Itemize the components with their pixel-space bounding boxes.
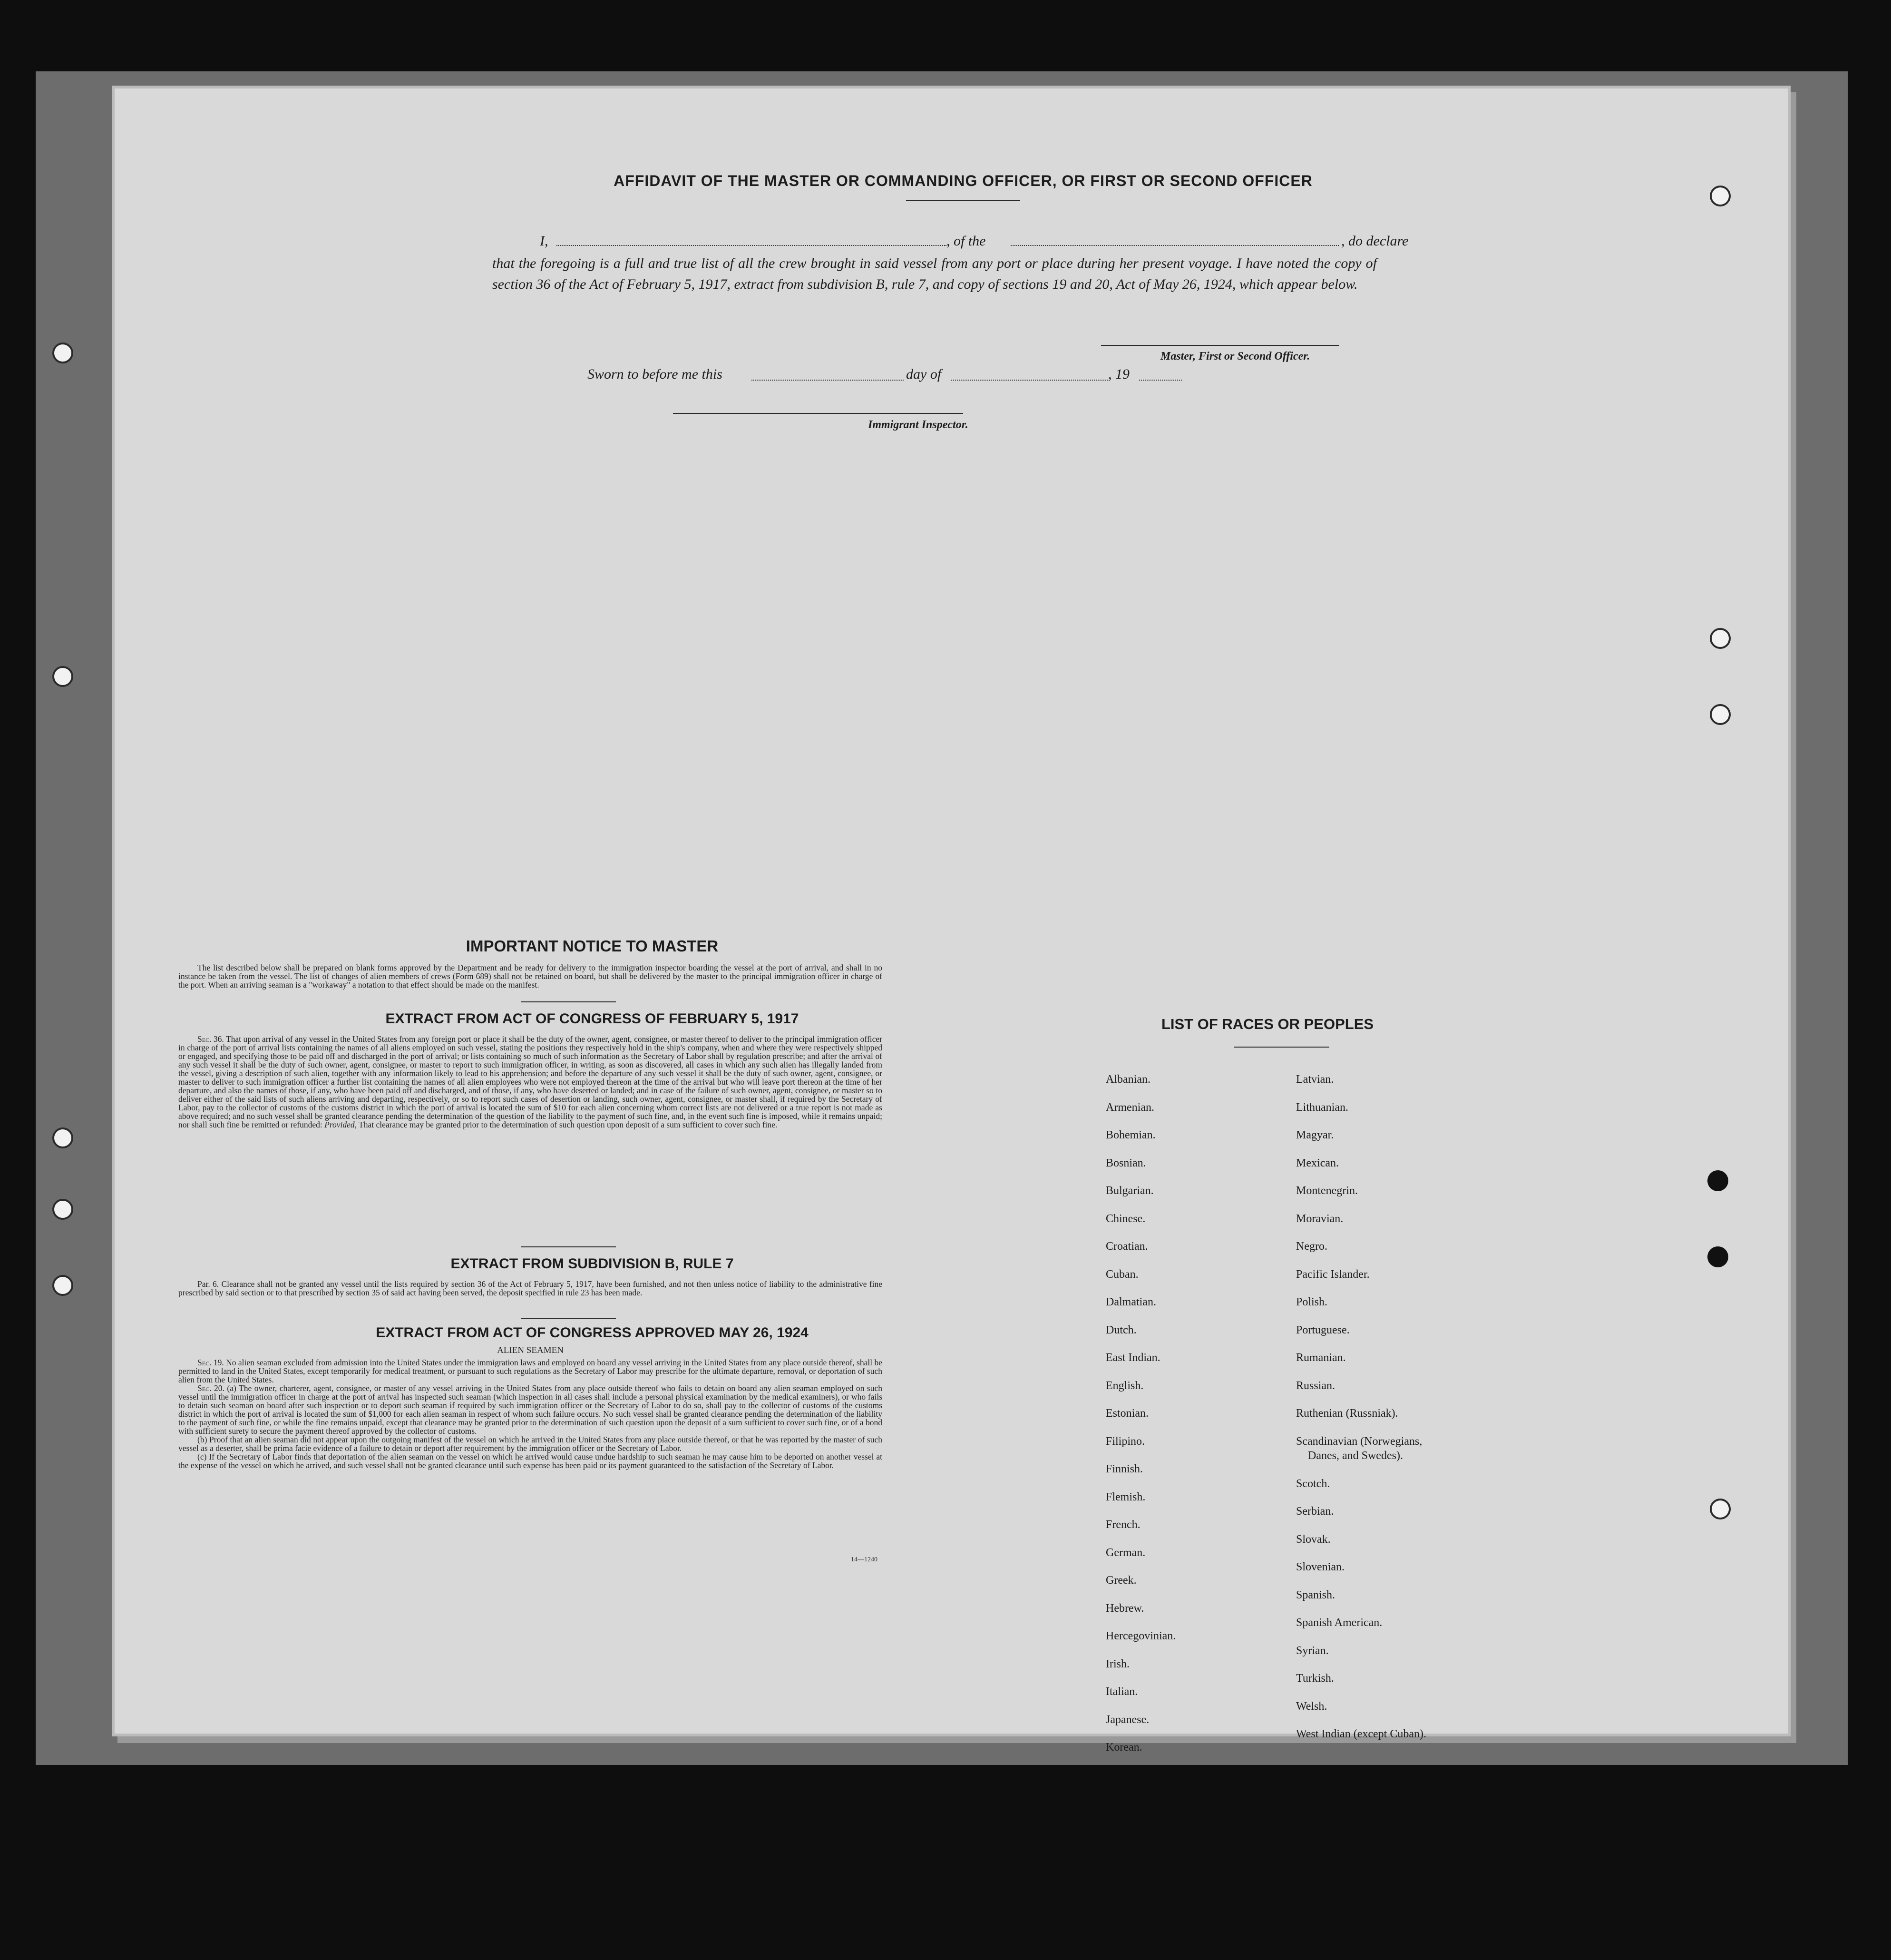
sworn-month-field[interactable] bbox=[951, 380, 1108, 381]
race-item: Polish. bbox=[1296, 1296, 1328, 1308]
year-label: , 19 bbox=[1108, 366, 1130, 382]
notice-text bbox=[178, 963, 882, 989]
extract-1917-text bbox=[178, 1035, 882, 1129]
race-item: Cuban. bbox=[1106, 1268, 1139, 1281]
race-item: Dalmatian. bbox=[1106, 1296, 1156, 1308]
race-item: Scotch. bbox=[1296, 1477, 1330, 1490]
form-number: 14—1240 bbox=[851, 1556, 877, 1563]
race-item: Latvian. bbox=[1296, 1073, 1334, 1086]
inspector-signature-line[interactable] bbox=[673, 413, 963, 414]
master-caption: Master, First or Second Officer. bbox=[1160, 350, 1310, 363]
race-item: Montenegrin. bbox=[1296, 1185, 1358, 1197]
declare-label: , do declare bbox=[1341, 233, 1409, 249]
affidavit-text: that the foregoing is a full and true list of all the crew brought in said vessel from any port or place during her present voyage. I have noted the copy of section 36 of the Act of February 5, 1917, extract from subdivision B, rule 7, and copy of sections 19 and 20, Act of May 26, 1924, which appear below. bbox=[492, 255, 1377, 292]
section-19-text: No alien seaman excluded from admission into the United States under the immigration laws and employed on board any vessel arriving in the United States from any place outside thereof, shall be permitted to land in the United States, except temporarily for medical treatment, or pursuant to such regulations as the Secretary of Labor may prescribe for the ultimate departure, removal, or deportation of such alien from the United States. bbox=[178, 1358, 882, 1384]
race-item: French. bbox=[1106, 1519, 1140, 1531]
race-item: Hebrew. bbox=[1106, 1602, 1144, 1615]
notice-title: IMPORTANT NOTICE TO MASTER bbox=[466, 937, 719, 955]
section-20b-text: (b) Proof that an alien seaman did not appear upon the outgoing manifest of the vessel on which he arrived in the United States from any place outside thereof, or that he was reported by the master of such vessel as a deserter, shall be prima facie evidence of a failure to detain or deport after requirement by the immigration officer or the Secretary of Labor. bbox=[178, 1435, 882, 1453]
divider bbox=[521, 1318, 616, 1319]
race-item: English. bbox=[1106, 1379, 1144, 1392]
race-item: East Indian. bbox=[1106, 1352, 1160, 1364]
race-item: Syrian. bbox=[1296, 1644, 1329, 1657]
manifest-sheet bbox=[112, 86, 1791, 1754]
race-item: Bohemian. bbox=[1106, 1129, 1156, 1141]
race-item: Rumanian. bbox=[1296, 1352, 1346, 1364]
punch-hole bbox=[52, 666, 73, 687]
divider bbox=[521, 1001, 616, 1002]
rule7-title: EXTRACT FROM SUBDIVISION B, RULE 7 bbox=[450, 1256, 734, 1272]
section-20a-text: (a) The owner, charterer, agent, consignee, or master of any vessel arriving in the United States from any place outside thereof who fails to detain on board any alien seaman employed on such vessel until the immigration officer in charge at the port of arrival has inspected such seaman (which inspection in all cases shall include a personal physical examination by the medical examiners), or who fails to detain such seaman on board after such inspection or to deport such seaman if required by such immigration officer or the Secretary of Labor to do so, shall pay to the collector of customs of the customs district in which the port of arrival is located the sum of $1,000 for each alien seaman in respect of whom such failure occurs. No such vessel shall be granted clearance pending the determination of the liability to the payment of such fine, or while the fine remains unpaid, except that clearance may be granted prior to the determination of such question upon the deposit of a sum sufficient to cover such fine, or of a bond with sufficient surety to secure the payment thereof approved by the collector of customs. bbox=[178, 1383, 882, 1436]
punch-hole bbox=[1710, 186, 1731, 206]
race-item: Korean. bbox=[1106, 1741, 1142, 1754]
sworn-day-field[interactable] bbox=[751, 380, 904, 381]
races-title: LIST OF RACES OR PEOPLES bbox=[1161, 1016, 1374, 1032]
race-item: Scandinavian (Norwegians, bbox=[1296, 1435, 1423, 1448]
race-item: Bulgarian. bbox=[1106, 1185, 1154, 1197]
race-item: Greek. bbox=[1106, 1574, 1137, 1587]
race-item: Portuguese. bbox=[1296, 1323, 1350, 1336]
race-item: Magyar. bbox=[1296, 1129, 1334, 1141]
punch-hole bbox=[1710, 704, 1731, 725]
proviso-text: That clearance may be granted prior to the determination of such question upon deposit of a sum sufficient to cover such fine. bbox=[359, 1120, 778, 1129]
race-item: Welsh. bbox=[1296, 1700, 1327, 1713]
sworn-label: Sworn to before me this bbox=[587, 366, 722, 382]
race-item: German. bbox=[1106, 1546, 1146, 1559]
races-title-rule bbox=[1234, 1047, 1329, 1048]
race-item: Italian. bbox=[1106, 1686, 1138, 1698]
extract-1917-title: EXTRACT FROM ACT OF CONGRESS OF FEBRUARY 5, 1917 bbox=[385, 1011, 799, 1027]
race-item: Spanish. bbox=[1296, 1588, 1335, 1601]
rule7-text bbox=[178, 1280, 882, 1297]
race-item: Estonian. bbox=[1106, 1407, 1149, 1420]
alien-seamen-heading: ALIEN SEAMEN bbox=[497, 1345, 564, 1355]
divider bbox=[521, 1246, 616, 1247]
race-item: Mexican. bbox=[1296, 1156, 1339, 1169]
inspector-caption: Immigrant Inspector. bbox=[868, 419, 968, 431]
vessel-name-field[interactable] bbox=[1011, 245, 1339, 246]
race-item: Turkish. bbox=[1296, 1672, 1334, 1685]
race-item: Hercegovinian. bbox=[1106, 1630, 1176, 1642]
section-label: Sec. 36. bbox=[197, 1034, 224, 1044]
section-20-label: Sec. 20. bbox=[197, 1383, 224, 1393]
day-of-label: day of bbox=[906, 366, 942, 382]
race-item: Russian. bbox=[1296, 1379, 1335, 1392]
declarant-label: I, bbox=[540, 233, 548, 249]
title-rule bbox=[906, 200, 1020, 201]
declarant-name-field[interactable] bbox=[556, 245, 946, 246]
race-item: Croatian. bbox=[1106, 1240, 1148, 1253]
punch-hole bbox=[52, 1275, 73, 1296]
race-item: Flemish. bbox=[1106, 1490, 1146, 1503]
punch-hole bbox=[1710, 1499, 1731, 1519]
race-item: Slovak. bbox=[1296, 1533, 1331, 1546]
section-19-label: Sec. 19. bbox=[197, 1358, 224, 1367]
race-item: Chinese. bbox=[1106, 1212, 1146, 1225]
punch-hole bbox=[52, 1199, 73, 1220]
punch-hole-dark bbox=[1707, 1170, 1728, 1191]
punch-hole bbox=[52, 343, 73, 363]
notice-paragraph: The list described below shall be prepared on blank forms approved by the Department and be ready for delivery to the immigration inspector boarding the vessel at the port of arrival, and shall in no instance be taken from the vessel. The list of changes of alien members of crews (Form 689) shall not be retained on board, but shall be delivered by the master to the principal immigration officer in charge of the port. When an arriving seaman is a "workaway" a notation to that effect should be made on the manifest. bbox=[178, 963, 882, 990]
race-item: Irish. bbox=[1106, 1657, 1130, 1670]
race-item: Japanese. bbox=[1106, 1713, 1150, 1726]
race-item: Ruthenian (Russniak). bbox=[1296, 1407, 1398, 1420]
extract-1924-text bbox=[178, 1358, 882, 1470]
race-item: Armenian. bbox=[1106, 1101, 1154, 1114]
punch-hole bbox=[1710, 628, 1731, 649]
race-item: Spanish American. bbox=[1296, 1617, 1383, 1629]
rule7-paragraph: Par. 6. Clearance shall not be granted any vessel until the lists required by section 36 of the Act of February 5, 1917, have been furnished, and not then unless notice of liability to the administrative fine prescribed by said section or to that prescribed by section 35 of said act having been served, the deposit specified in rule 23 has been made. bbox=[178, 1279, 882, 1297]
race-item: Slovenian. bbox=[1296, 1561, 1345, 1573]
master-signature-line[interactable] bbox=[1101, 345, 1339, 346]
punch-hole bbox=[52, 1127, 73, 1148]
of-the-label: , of the bbox=[946, 233, 986, 249]
race-item: Dutch. bbox=[1106, 1323, 1137, 1336]
section-20c-text: (c) If the Secretary of Labor finds that deportation of the alien seaman on the vessel on which he arrived would cause undue hardship to such seaman he may cause him to be deported on another vessel at the expense of the vessel on which he arrived, and such vessel shall not be granted clearance until such expense has been paid or its payment guaranteed to the satisfaction of the Secretary of Labor. bbox=[178, 1452, 882, 1470]
race-item: Filipino. bbox=[1106, 1435, 1145, 1448]
extract-1924-title: EXTRACT FROM ACT OF CONGRESS APPROVED MAY 26, 1924 bbox=[376, 1325, 809, 1341]
race-item: West Indian (except Cuban). bbox=[1296, 1728, 1426, 1740]
race-item: Lithuanian. bbox=[1296, 1101, 1348, 1114]
race-item: Negro. bbox=[1296, 1240, 1327, 1253]
race-item: Albanian. bbox=[1106, 1073, 1150, 1086]
affidavit-title: AFFIDAVIT OF THE MASTER OR COMMANDING OFFICER, OR FIRST OR SECOND OFFICER bbox=[614, 172, 1313, 189]
race-item: Danes, and Swedes). bbox=[1308, 1450, 1403, 1462]
punch-hole-dark bbox=[1707, 1246, 1728, 1267]
section-36-text: That upon arrival of any vessel in the United States from any foreign port or place it shall be the duty of the owner, agent, consignee, or master thereof to deliver to the principal immigration officer in charge of the port of arrival lists containing the names of all aliens employed on such vessel, stating the positions they respectively hold in the ship's company, when and where they were respectively shipped or engaged, and specifying those to be paid off and discharged in the port of arrival; or lists containing so much of such information as the Secretary of Labor shall by regulation prescribe; and after the arrival of any such vessel it shall be the duty of such owner, agent, consignee, or master to report to such immigration officer, in writing, as soon as discovered, all cases in which any such alien has illegally landed from the vessel, giving a description of such alien, together with any information likely to lead to his apprehension; and before the departure of any such vessel it shall be the duty of such owner, agent, consignee, or master to deliver to such immigration officer a further list containing the names of all alien employees who were not employed thereon at the time of the arrival but who will leave port thereon at the time of her departure, and also the names of those, if any, who have been paid off and discharged, and of those, if any, who have deserted or landed; and in case of the failure of such owner, agent, consignee, or master so to deliver either of the said lists of such aliens arriving and departing, respectively, or so to report such cases of desertion or landing, such owner, agent, consignee, or master shall, if required by the Secretary of Labor, pay to the collector of customs of the customs district in which the port of arrival is located the sum of $10 for each alien concerning whom correct lists are not delivered or a true report is not made as above required; and no such vessel shall be granted clearance pending the determination of the question of the liability to the payment of such fine, and, in the event such fine is imposed, while it remains unpaid; nor shall such fine be remitted or refunded: bbox=[178, 1034, 882, 1129]
race-item: Pacific Islander. bbox=[1296, 1268, 1370, 1281]
race-item: Bosnian. bbox=[1106, 1156, 1146, 1169]
proviso-label: Provided, bbox=[324, 1120, 357, 1129]
race-item: Serbian. bbox=[1296, 1505, 1334, 1518]
race-item: Finnish. bbox=[1106, 1463, 1143, 1475]
sworn-year-field[interactable] bbox=[1139, 380, 1182, 381]
race-item: Moravian. bbox=[1296, 1212, 1344, 1225]
